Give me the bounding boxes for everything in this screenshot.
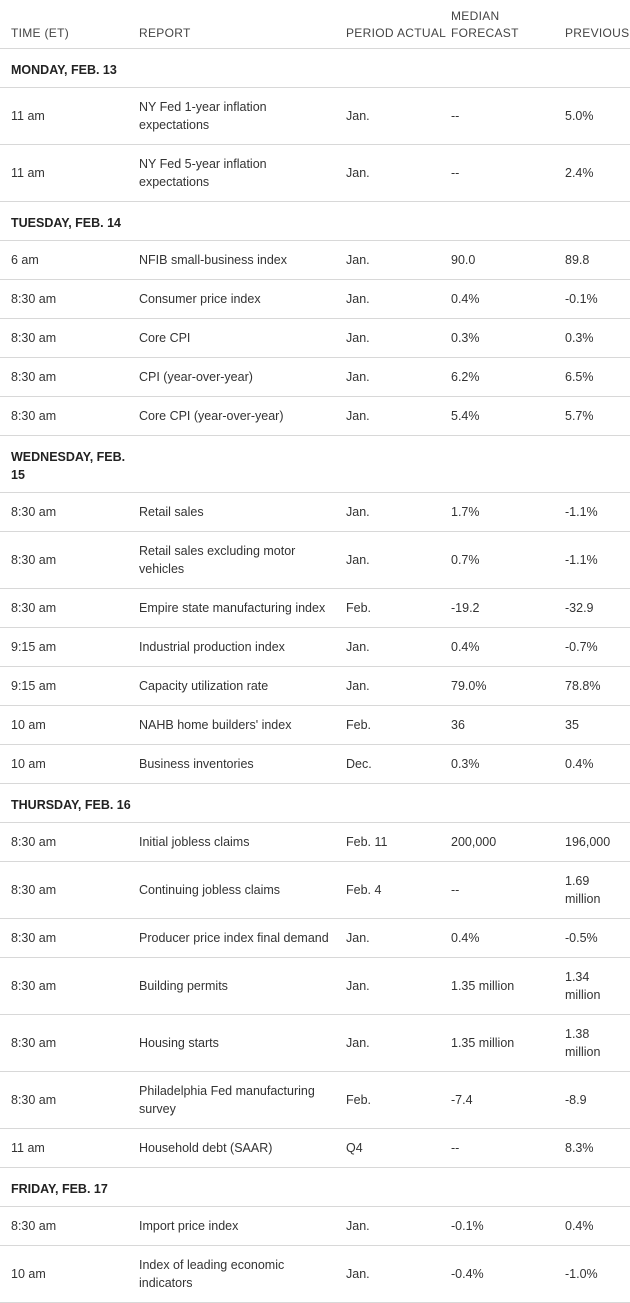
table-row [0,358,630,397]
median-forecast-cell: -- [451,1141,460,1155]
time-cell: 8:30 am [11,601,57,615]
actual-cell [400,241,448,279]
previous-cell: 89.8 [565,253,590,267]
day-label: TUESDAY, FEB. 14 [11,216,121,230]
period-cell: Feb. [346,601,372,615]
previous-cell: 2.4% [565,166,594,180]
table-row [0,1129,630,1168]
median-forecast-cell: -- [451,883,460,897]
median-forecast-cell: 200,000 [451,835,497,849]
median-forecast-cell: -0.4% [451,1267,484,1281]
period-cell: Feb. [346,718,372,732]
median-forecast-cell: -- [451,166,460,180]
median-forecast-cell: 0.4% [451,640,480,654]
previous-cell: -1.0% [565,1267,598,1281]
time-cell: 8:30 am [11,331,57,345]
actual-cell [400,1246,448,1302]
median-forecast-cell: 6.2% [451,370,480,384]
period-cell: Jan. [346,640,370,654]
time-cell: 11 am [11,166,45,180]
median-forecast-cell: 1.7% [451,505,480,519]
median-forecast-cell: 0.3% [451,757,480,771]
report-cell: Empire state manufacturing index [139,601,326,615]
header-report: REPORT [139,26,191,40]
median-forecast-cell: 0.4% [451,292,480,306]
period-cell: Jan. [346,1036,370,1050]
report-cell: Building permits [139,979,228,993]
previous-cell: 78.8% [565,679,601,693]
report-cell: Housing starts [139,1036,219,1050]
previous-cell: -8.9 [565,1093,587,1107]
time-cell: 11 am [11,1141,45,1155]
table-row [0,1207,630,1246]
day-group-header [0,49,630,88]
previous-cell: -0.5% [565,931,598,945]
previous-cell: 1.34 million [565,970,601,1002]
previous-cell: 1.69 million [565,874,601,906]
header-median-line2: FORECAST [451,26,519,40]
time-cell: 8:30 am [11,1219,57,1233]
table-row [0,706,630,745]
period-cell: Jan. [346,1219,370,1233]
median-forecast-cell: 0.4% [451,931,480,945]
actual-cell [400,397,448,435]
previous-cell: 0.3% [565,331,594,345]
table-row [0,862,630,919]
actual-cell [400,862,448,918]
report-cell: Import price index [139,1219,239,1233]
time-cell: 8:30 am [11,553,57,567]
previous-cell: -32.9 [565,601,594,615]
actual-cell [400,88,448,144]
table-row [0,958,630,1015]
median-forecast-cell: -0.1% [451,1219,484,1233]
report-cell: Business inventories [139,757,254,771]
previous-cell: 0.4% [565,1219,594,1233]
table-row [0,319,630,358]
actual-cell [400,1129,448,1167]
time-cell: 8:30 am [11,979,57,993]
report-cell: Philadelphia Fed manufacturing survey [139,1084,315,1116]
period-cell: Jan. [346,292,370,306]
table-body [0,49,630,1303]
time-cell: 8:30 am [11,931,57,945]
actual-cell [400,1072,448,1128]
report-cell: Industrial production index [139,640,285,654]
time-cell: 6 am [11,253,39,267]
table-row [0,919,630,958]
day-label: MONDAY, FEB. 13 [11,63,117,77]
period-cell: Q4 [346,1141,363,1155]
previous-cell: 8.3% [565,1141,594,1155]
day-label: WEDNESDAY, FEB. 15 [11,450,126,482]
table-header [0,0,630,49]
day-label: THURSDAY, FEB. 16 [11,798,131,812]
median-forecast-cell: -- [451,109,460,123]
table-row [0,532,630,589]
time-cell: 11 am [11,109,45,123]
previous-cell: -0.7% [565,640,598,654]
table-row [0,1072,630,1129]
time-cell: 8:30 am [11,292,57,306]
day-group-header [0,202,630,241]
table-row [0,667,630,706]
median-forecast-cell: 90.0 [451,253,476,267]
period-cell: Dec. [346,757,372,771]
time-cell: 8:30 am [11,1036,57,1050]
report-cell: Index of leading economic indicators [139,1258,285,1290]
period-cell: Jan. [346,1267,370,1281]
table-row [0,241,630,280]
actual-cell [400,667,448,705]
period-cell: Jan. [346,979,370,993]
actual-cell [400,532,448,588]
report-cell: Retail sales excluding motor vehicles [139,544,296,576]
day-group-header [0,784,630,823]
median-forecast-cell: 1.35 million [451,979,515,993]
table-row [0,397,630,436]
previous-cell: -1.1% [565,553,598,567]
table-row [0,1015,630,1072]
table-row [0,88,630,145]
time-cell: 8:30 am [11,370,57,384]
period-cell: Feb. 11 [346,835,388,849]
period-cell: Jan. [346,370,370,384]
period-cell: Jan. [346,931,370,945]
report-cell: Core CPI (year-over-year) [139,409,284,423]
actual-cell [400,1015,448,1071]
report-cell: Producer price index final demand [139,931,329,945]
header-median-line1: MEDIAN [451,9,500,23]
period-cell: Jan. [346,166,370,180]
report-cell: Core CPI [139,331,191,345]
period-cell: Jan. [346,109,370,123]
median-forecast-cell: -7.4 [451,1093,473,1107]
time-cell: 10 am [11,718,46,732]
previous-cell: -1.1% [565,505,598,519]
period-cell: Jan. [346,679,370,693]
report-cell: Retail sales [139,505,204,519]
time-cell: 8:30 am [11,505,57,519]
time-cell: 8:30 am [11,1093,57,1107]
actual-cell [400,493,448,531]
table-row [0,1246,630,1303]
table-row [0,745,630,784]
day-group-header [0,1168,630,1207]
previous-cell: 35 [565,718,579,732]
table-row [0,280,630,319]
previous-cell: 196,000 [565,835,611,849]
report-cell: Initial jobless claims [139,835,250,849]
actual-cell [400,1207,448,1245]
period-cell: Jan. [346,553,370,567]
report-cell: Continuing jobless claims [139,883,281,897]
median-forecast-cell: 1.35 million [451,1036,515,1050]
period-cell: Jan. [346,253,370,267]
table-row [0,493,630,532]
previous-cell: 1.38 million [565,1027,601,1059]
actual-cell [400,589,448,627]
median-forecast-cell: -19.2 [451,601,480,615]
time-cell: 9:15 am [11,640,57,654]
previous-cell: 0.4% [565,757,594,771]
time-cell: 8:30 am [11,835,57,849]
actual-cell [400,358,448,396]
report-cell: NY Fed 5-year inflation expectations [139,157,267,189]
time-cell: 9:15 am [11,679,57,693]
previous-cell: 6.5% [565,370,594,384]
actual-cell [400,280,448,318]
report-cell: NY Fed 1-year inflation expectations [139,100,267,132]
previous-cell: 5.0% [565,109,594,123]
actual-cell [400,628,448,666]
time-cell: 10 am [11,1267,46,1281]
period-cell: Jan. [346,409,370,423]
report-cell: NAHB home builders' index [139,718,292,732]
period-cell: Feb. [346,1093,372,1107]
period-cell: Jan. [346,505,370,519]
actual-cell [400,958,448,1014]
median-forecast-cell: 0.7% [451,553,480,567]
header-time: TIME (ET) [11,26,70,40]
report-cell: Consumer price index [139,292,261,306]
previous-cell: 5.7% [565,409,594,423]
previous-cell: -0.1% [565,292,598,306]
table-row [0,589,630,628]
time-cell: 8:30 am [11,883,57,897]
day-group-header [0,436,630,493]
header-previous: PREVIOUS [565,26,630,40]
time-cell: 10 am [11,757,46,771]
period-cell: Jan. [346,331,370,345]
actual-cell [400,706,448,744]
report-cell: Capacity utilization rate [139,679,269,693]
actual-cell [400,145,448,201]
report-cell: Household debt (SAAR) [139,1141,273,1155]
time-cell: 8:30 am [11,409,57,423]
actual-cell [400,319,448,357]
header-actual: ACTUAL [397,26,447,40]
report-cell: NFIB small-business index [139,253,287,267]
actual-cell [400,745,448,783]
period-cell: Feb. 4 [346,883,382,897]
actual-cell [400,919,448,957]
median-forecast-cell: 79.0% [451,679,487,693]
actual-cell [400,823,448,861]
median-forecast-cell: 0.3% [451,331,480,345]
table-row [0,628,630,667]
day-label: FRIDAY, FEB. 17 [11,1182,108,1196]
table-row [0,823,630,862]
median-forecast-cell: 5.4% [451,409,480,423]
report-cell: CPI (year-over-year) [139,370,253,384]
table-row [0,145,630,202]
median-forecast-cell: 36 [451,718,465,732]
header-period: PERIOD [346,26,394,40]
